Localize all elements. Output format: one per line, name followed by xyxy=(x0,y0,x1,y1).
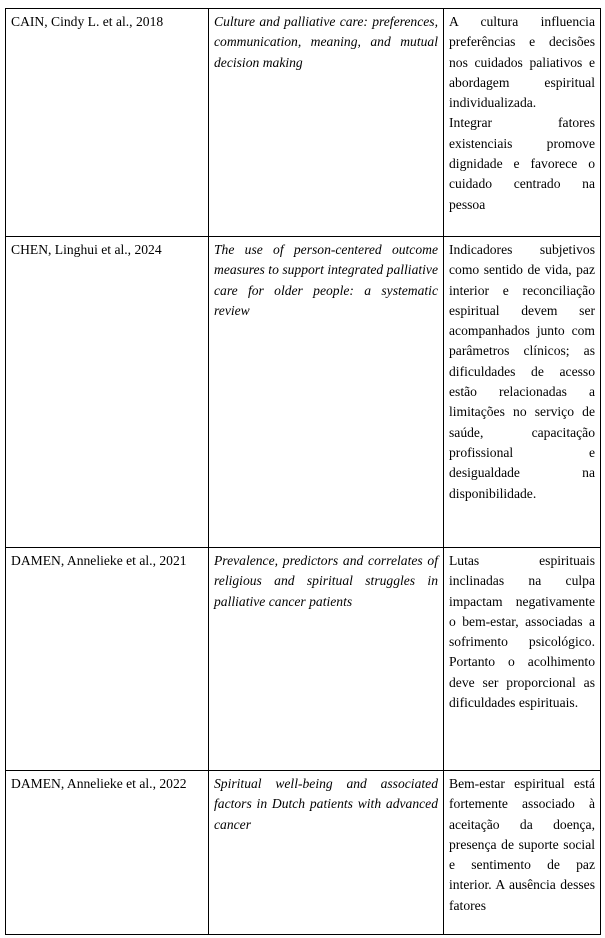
summary-paragraph: Bem-estar espiritual está fortemente associado à aceitação da doença, presença de suporte social e sentimento de paz interior. A ausência desses fatores xyxy=(449,776,595,913)
author-cell: DAMEN, Annelieke et al., 2021 xyxy=(6,548,209,771)
table-row xyxy=(6,548,601,771)
literature-review-table xyxy=(5,8,601,935)
table-row xyxy=(6,771,601,935)
title-cell: Culture and palliative care: preferences, communication, meaning, and mutual decision making xyxy=(209,9,444,237)
table-row xyxy=(6,9,601,237)
summary-paragraph: Indicadores subjetivos como sentido de vida, paz interior e reconciliação espiritual devem ser acompanhados junto com parâmetros clínicos; as dificuldades de acesso estão relacionadas a limitações no serviço de saúde, capacitação profissional e desigualdade na disponibilidade. xyxy=(449,242,595,501)
summary-cell xyxy=(444,237,601,548)
table-row xyxy=(6,237,601,548)
summary-cell xyxy=(444,548,601,771)
summary-paragraph: A cultura influencia preferências e decisões nos cuidados paliativos e abordagem espiritual individualizada. xyxy=(449,14,595,111)
title-cell: Spiritual well-being and associated factors in Dutch patients with advanced cancer xyxy=(209,771,444,935)
summary-paragraph: Lutas espirituais inclinadas na culpa impactam negativamente o bem-estar, associadas a sofrimento psicológico. Portanto o acolhimento deve ser proporcional as dificuldades espirituais. xyxy=(449,553,595,711)
author-cell: CAIN, Cindy L. et al., 2018 xyxy=(6,9,209,237)
summary-cell xyxy=(444,9,601,237)
title-cell: The use of person-centered outcome measures to support integrated palliative care for older people: a systematic review xyxy=(209,237,444,548)
title-cell: Prevalence, predictors and correlates of religious and spiritual struggles in palliative cancer patients xyxy=(209,548,444,771)
author-cell: CHEN, Linghui et al., 2024 xyxy=(6,237,209,548)
summary-cell xyxy=(444,771,601,935)
author-cell: DAMEN, Annelieke et al., 2022 xyxy=(6,771,209,935)
summary-paragraph: Integrar fatores existenciais promove dignidade e favorece o cuidado centrado na pessoa xyxy=(449,115,595,212)
